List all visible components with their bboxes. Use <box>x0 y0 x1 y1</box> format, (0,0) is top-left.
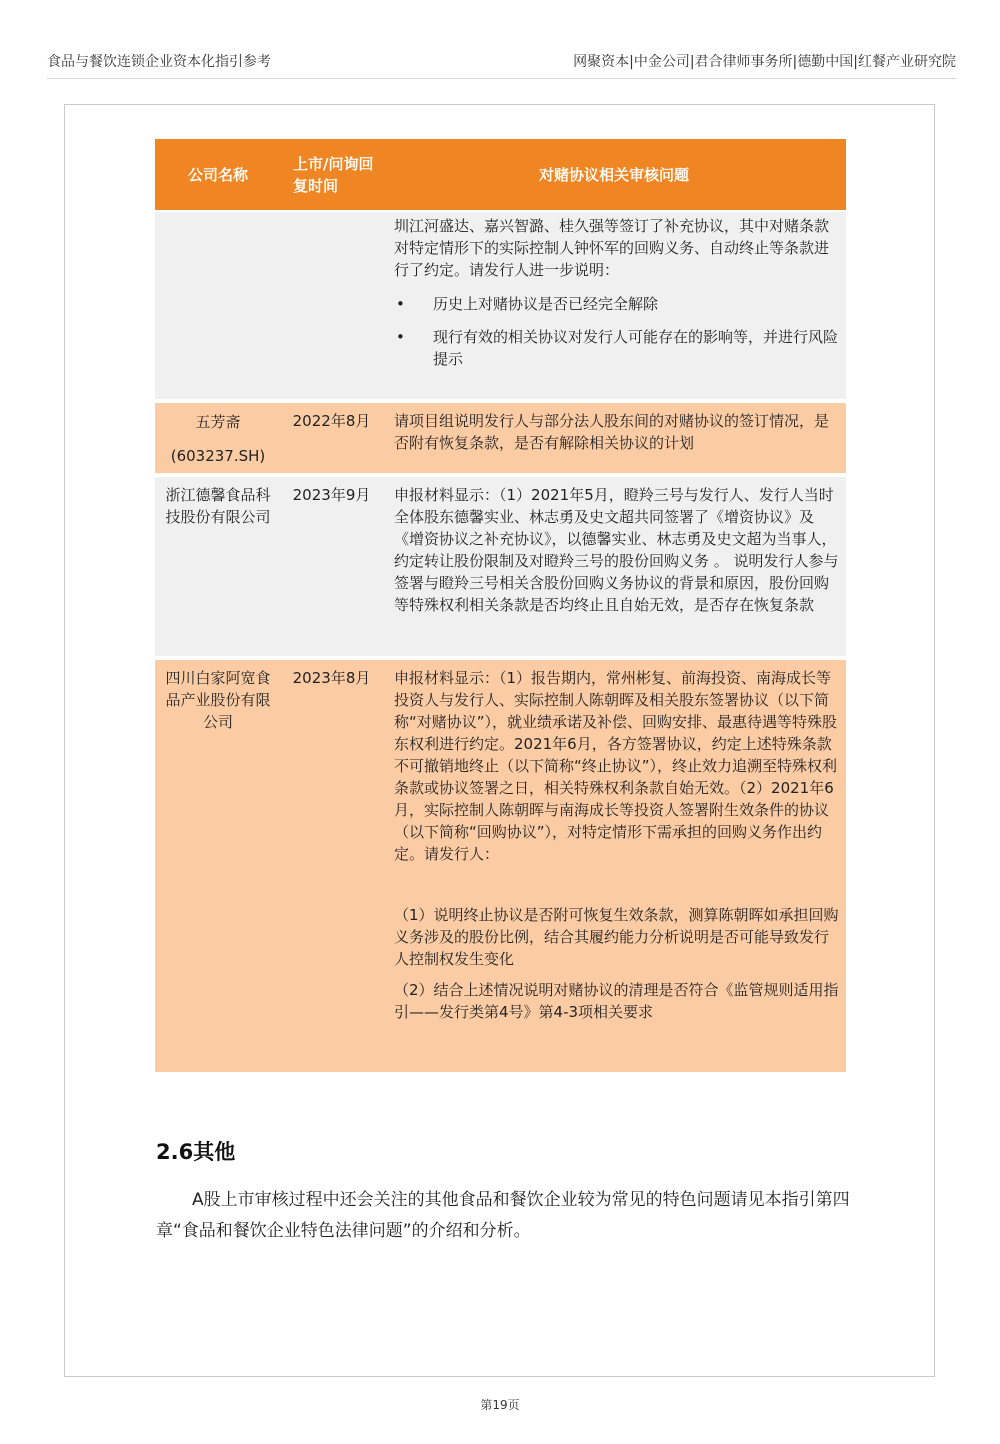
table-row <box>155 212 846 403</box>
table-row <box>155 660 846 1076</box>
question-text: 圳江河盛达、嘉兴智潞、桂久强等签订了补充协议，其中对赌条款对特定情形下的实际控制人钟怀军的回购义务、自动终止等条款进行了约定。请发行人进一步说明： <box>394 217 830 279</box>
section-body <box>156 1185 856 1247</box>
header-doc-title: 食品与餐饮连锁企业资本化指引参考 <box>47 54 271 70</box>
company-name: 五芳斋 <box>195 413 241 431</box>
cell-question: 申报材料显示：（1）2021年5月，瞪羚三号与发行人、发行人当时全体股东德馨实业、林志勇及史文超共同签署了《增资协议》及《增资协议之补充协议》，以德馨实业、林志勇及史文超为当事人，约定转让股份限制及对瞪羚三号的股份回购义务 。 说明发行人参与签署与瞪羚三号相关含股份回购义务协议的背景和原因，股份回购等特殊权利相关条款是否均终止且自始无效，是否存在恢复条款 <box>382 477 846 660</box>
cell-question <box>382 660 846 1076</box>
col-header-question: 对赌协议相关审核问题 <box>382 139 846 212</box>
col-header-date-line1: 上市/问询回 <box>293 154 374 173</box>
cell-date: 2022年8月 <box>281 403 382 477</box>
bullet-item <box>394 293 840 315</box>
company-ticker: (603237.SH) <box>170 447 266 465</box>
bullet-text: 历史上对赌协议是否已经完全解除 <box>433 295 659 313</box>
header-publishers: 网聚资本|中金公司|君合律师事务所|德勤中国|红餐产业研究院 <box>573 54 956 70</box>
cell-company <box>155 403 281 477</box>
cell-company: 四川白家阿宽食品产业股份有限公司 <box>155 660 281 1076</box>
paragraph-gap <box>394 865 840 904</box>
col-header-date-line2: 复时间 <box>293 176 339 195</box>
col-header-date <box>281 139 382 212</box>
col-header-company: 公司名称 <box>155 139 281 212</box>
bullet-text: 现行有效的相关协议对发行人可能存在的影响等，并进行风险提示 <box>433 328 839 368</box>
question-bullets <box>394 293 840 370</box>
section-body-text: A股上市审核过程中还会关注的其他食品和餐饮企业较为常见的特色问题请见本指引第四章“食品和餐饮企业特色法律问题”的介绍和分析。 <box>156 1190 850 1241</box>
section-heading: 2.6其他 <box>156 1140 236 1164</box>
cell-company <box>155 212 281 403</box>
table-header-row <box>155 139 846 212</box>
cell-date: 2023年8月 <box>281 660 382 1076</box>
page-number: 第19页 <box>480 1398 520 1412</box>
cell-date: 2023年9月 <box>281 477 382 660</box>
bullet-dot-icon: • <box>396 295 405 313</box>
header-divider <box>47 78 956 79</box>
cell-question <box>382 212 846 403</box>
bullet-item <box>394 326 840 370</box>
question-subitem: （2）结合上述情况说明对赌协议的清理是否符合《监管规则适用指引——发行类第4号》第4-3项相关要求 <box>394 981 839 1021</box>
bullet-dot-icon: • <box>396 328 405 346</box>
question-text: 申报材料显示：（1）报告期内，常州彬复、前海投资、南海成长等投资人与发行人、实际控制人陈朝晖及相关股东签署协议（以下简称“对赌协议”），就业绩承诺及补偿、回购安排、最惠待遇等特殊股东权利进行约定。2021年6月，各方签署协议，约定上述特殊条款不可撤销地终止（以下简称“终止协议”），终止效力追溯至特殊权利条款或协议签署之日，相关特殊权利条款自始无效。（2）2021年6月，实际控制人陈朝晖与南海成长等投资人签署附生效条件的协议（以下简称“回购协议”），对特定情形下需承担的回购义务作出约定。请发行人： <box>394 669 838 863</box>
vam-review-table <box>155 139 846 1076</box>
table-row <box>155 477 846 660</box>
cell-company: 浙江德馨食品科技股份有限公司 <box>155 477 281 660</box>
table-row <box>155 403 846 477</box>
cell-question: 请项目组说明发行人与部分法人股东间的对赌协议的签订情况，是否附有恢复条款，是否有解除相关协议的计划 <box>382 403 846 477</box>
question-subitem: （1）说明终止协议是否附可恢复生效条款，测算陈朝晖如承担回购义务涉及的股份比例，结合其履约能力分析说明是否可能导致发行人控制权发生变化 <box>394 906 839 968</box>
cell-date <box>281 212 382 403</box>
